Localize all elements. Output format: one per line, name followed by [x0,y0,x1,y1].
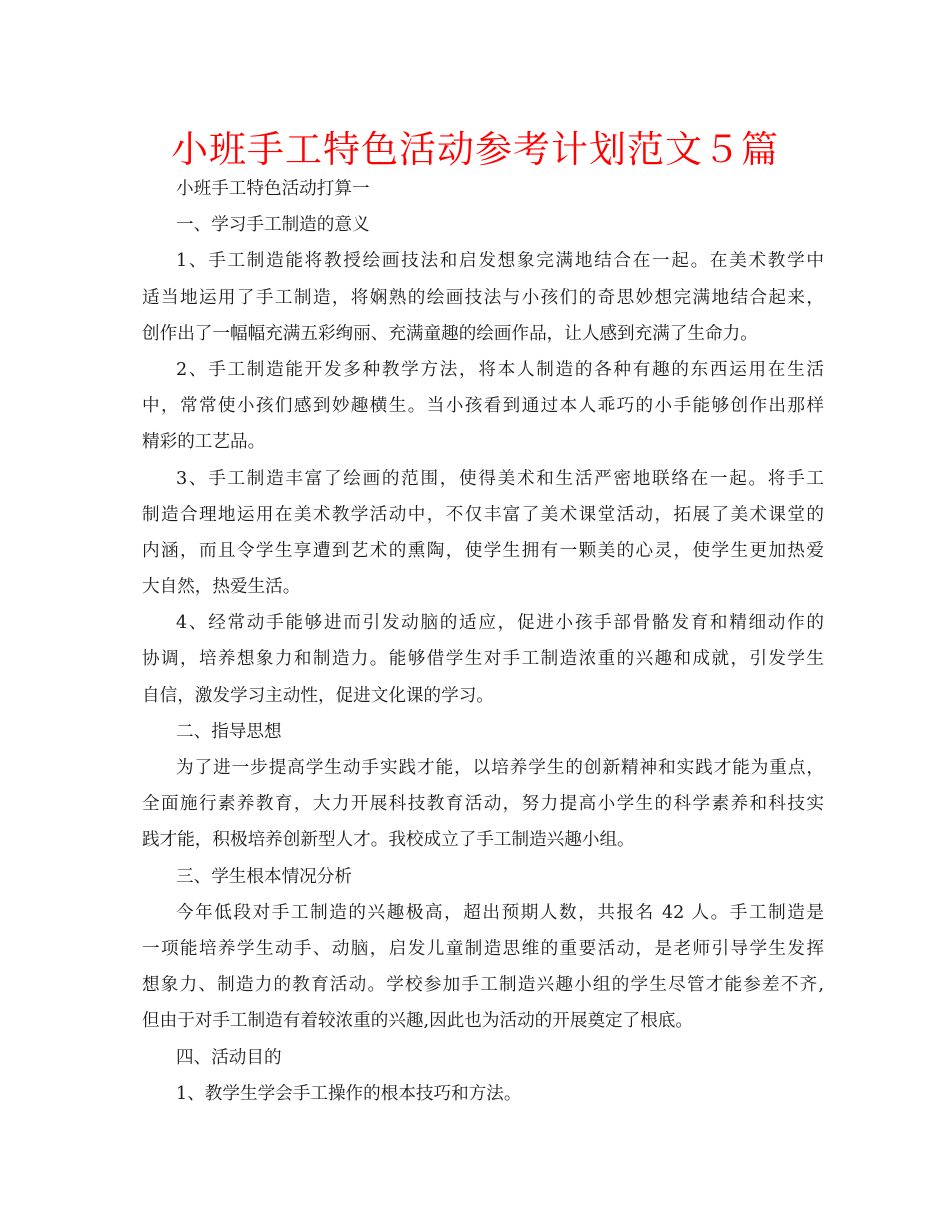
text-line: 全面施行素养教育，大力开展科技教育活动，努力提高小学生的科学素养和科技实 [142,794,824,815]
text-line: 为了进一步提高学生动手实践才能，以培养学生的创新精神和实践才能为重点， [176,758,824,778]
text-line: 创作出了一幅幅充满五彩绚丽、充满童趣的绘画作品，让人感到充满了生命力。 [142,323,758,344]
text-line: 1、教学生学会手工操作的根本技巧和方法。 [176,1083,522,1104]
text-line: 制造合理地运用在美术教学活动中，不仅丰富了美术课堂活动，拓展了美术课堂的 [142,504,824,525]
text-line: 4、经常动手能够进而引发动脑的适应，促进小孩手部骨骼发育和精细动作的 [176,613,824,634]
text-line: 精彩的工艺品。 [142,432,266,453]
text-line: 三、学生根本情况分析 [176,866,352,887]
document-title: 小班手工特色活动参考计划范文５篇 [171,128,779,171]
text-line: 二、指导思想 [176,721,282,742]
text-line: 1、手工制造能将教授绘画技法和启发想象完满地结合在一起。在美术教学中 [176,251,824,272]
text-line: 小班手工特色活动打算一 [176,179,370,199]
text-line: 适当地运用了手工制造，将娴熟的绘画技法与小孩们的奇思妙想完满地结合起来， [142,287,824,308]
text-line: 一、学习手工制造的意义 [176,215,370,236]
text-line: 四、活动目的 [176,1047,282,1068]
text-line: 2、手工制造能开发多种教学方法，将本人制造的各种有趣的东西运用在生活 [176,359,824,380]
text-line: 中，常常使小孩们感到妙趣横生。当小孩看到通过本人乖巧的小手能够创作出那样 [142,396,824,417]
text-line: 3、手工制造丰富了绘画的范围，使得美术和生活严密地联络在一起。将手工 [176,468,824,489]
text-line: 践才能，积极培养创新型人才。我校成立了手工制造兴趣小组。 [142,830,635,851]
text-line: 自信，激发学习主动性，促进文化课的学习。 [142,685,494,706]
text-line: 想象力、制造力的教育活动。学校参加手工制造兴趣小组的学生尽管才能参差不齐, [142,975,824,996]
text-line: 今年低段对手工制造的兴趣极高，超出预期人数，共报名 42 人。手工制造是 [176,902,824,923]
text-line: 大自然，热爱生活。 [142,577,301,598]
document-body [142,171,824,1112]
text-line: 协调，培养想象力和制造力。能够借学生对手工制造浓重的兴趣和成就，引发学生 [142,649,824,670]
text-line: 内涵，而且令学生享遭到艺术的熏陶，使学生拥有一颗美的心灵，使学生更加热爱 [142,540,824,561]
text-line: 但由于对手工制造有着较浓重的兴趣,因此也为活动的开展奠定了根底。 [142,1011,694,1032]
text-line: 一项能培养学生动手、动脑，启发儿童制造思维的重要活动，是老师引导学生发挥 [142,938,824,959]
